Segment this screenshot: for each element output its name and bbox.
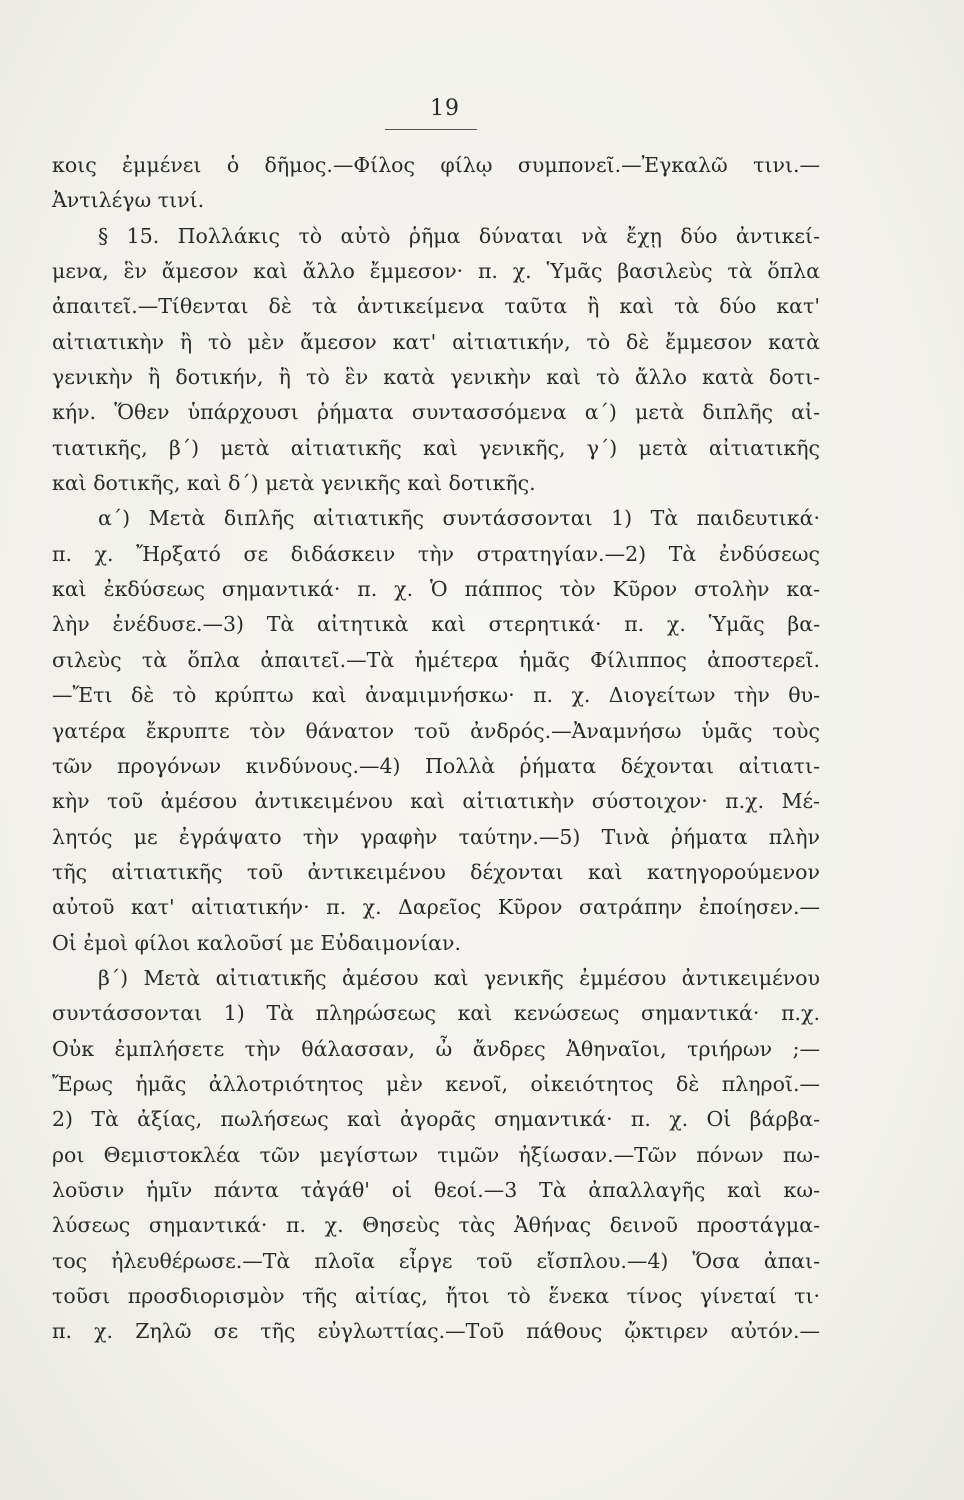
page-number: 19 (430, 96, 460, 121)
text-line: αὐτοῦ κατ' αἰτιατικήν· π. χ. Δαρεῖος Κῦρον σατράπην ἐποίησεν.— (52, 895, 820, 920)
header-rule (385, 129, 477, 130)
text-line: τῆς αἰτιατικῆς τοῦ ἀντικειμένου δέχονται καὶ κατηγορούμενον (52, 859, 820, 884)
text-line: τιατικῆς, β΄) μετὰ αἰτιατικῆς καὶ γενικῆς, γ΄) μετὰ αἰτιατικῆς (52, 435, 820, 460)
text-line: καὶ δοτικῆς, καὶ δ΄) μετὰ γενικῆς καὶ δοτικῆς. (52, 471, 536, 496)
text-line: καὶ ἐκδύσεως σημαντικά· π. χ. Ὁ πάππος τὸν Κῦρον στολὴν κα- (52, 577, 820, 602)
text-line: Ἀντιλέγω τινί. (52, 188, 205, 213)
text-line: β΄) Μετὰ αἰτιατικῆς ἀμέσου καὶ γενικῆς ἐμμέσου ἀντικειμένου (98, 965, 820, 990)
text-line: π. χ. Ἤρξατό σε διδάσκειν τὴν στρατηγίαν.—2) Τὰ ἐνδύσεως (52, 541, 820, 566)
text-line: κοις ἐμμένει ὁ δῆμος.—Φίλος φίλῳ συμπονεῖ.—Ἐγκαλῶ τινι.— (52, 153, 820, 177)
text-line: κὴν τοῦ ἀμέσου ἀντικειμένου καὶ αἰτιατικὴν σύστοιχον· π.χ. Μέ- (52, 789, 820, 814)
text-line: σιλεὺς τὰ ὅπλα ἀπαιτεῖ.—Τὰ ἡμέτερα ἡμᾶς Φίλιππος ἀποστερεῖ. (52, 647, 820, 672)
text-line: Οἱ ἐμοὶ φίλοι καλοῦσί με Εὐδαιμονίαν. (52, 930, 461, 955)
text-line: α΄) Μετὰ διπλῆς αἰτιατικῆς συντάσσονται 1) Τὰ παιδευτικά· (98, 506, 820, 531)
text-line: τοῦσι προσδιορισμὸν τῆς αἰτίας, ἤτοι τὸ ἕνεκα τίνος γίνεταί τι· (52, 1284, 820, 1308)
text-line: —Ἔτι δὲ τὸ κρύπτω καὶ ἀναμιμνήσκω· π. χ. Διογείτων τὴν θυ- (52, 683, 820, 708)
text-line: μενα, ἓν ἄμεσον καὶ ἄλλο ἔμμεσον· π. χ. Ὑμᾶς βασιλεὺς τὰ ὅπλα (52, 259, 820, 284)
text-line: λὴν ἐνέδυσε.—3) Τὰ αἰτητικὰ καὶ στερητικά· π. χ. Ὑμᾶς βα- (52, 612, 820, 637)
text-line: λύσεως σημαντικά· π. χ. Θησεὺς τὰς Ἀθήνας δεινοῦ προστάγμα- (52, 1213, 820, 1238)
text-line: λοῦσιν ἡμῖν πάντα τἀγάθ' οἱ θεοί.—3 Τὰ ἀπαλλαγῆς καὶ κω- (52, 1177, 820, 1202)
text-line: τος ἠλευθέρωσε.—Τὰ πλοῖα εἶργε τοῦ εἴσπλου.—4) Ὅσα ἀπαι- (52, 1248, 820, 1273)
text-line: π. χ. Ζηλῶ σε τῆς εὐγλωττίας.—Τοῦ πάθους ᾤκτιρεν αὐτόν.— (52, 1319, 820, 1344)
text-line: συντάσσονται 1) Τὰ πληρώσεως καὶ κενώσεως σημαντικά· π.χ. (52, 1001, 820, 1026)
text-line: ροι Θεμιστοκλέα τῶν μεγίστων τιμῶν ἠξίωσαν.—Τῶν πόνων πω- (52, 1142, 820, 1167)
text-line: 2) Τὰ ἀξίας, πωλήσεως καὶ ἀγορᾶς σημαντικά· π. χ. Οἱ βάρβα- (52, 1107, 820, 1132)
text-line: Οὐκ ἐμπλήσετε τὴν θάλασσαν, ὦ ἄνδρες Ἀθηναῖοι, τριήρων ;— (52, 1036, 820, 1061)
text-line: § 15. Πολλάκις τὸ αὐτὸ ῥῆμα δύναται νὰ ἔχῃ δύο ἀντικεί- (98, 223, 820, 248)
text-line: αἰτιατικὴν ἢ τὸ μὲν ἄμεσον κατ' αἰτιατικήν, τὸ δὲ ἔμμεσον κατὰ (52, 329, 820, 354)
text-line: τῶν προγόνων κινδύνους.—4) Πολλὰ ῥήματα δέχονται αἰτιατι- (52, 753, 820, 778)
text-line: ἀπαιτεῖ.—Τίθενται δὲ τὰ ἀντικείμενα ταῦτα ἢ καὶ τὰ δύο κατ' (52, 294, 820, 319)
text-line: λητός με ἐγράψατο τὴν γραφὴν ταύτην.—5) Τινὰ ῥήματα πλὴν (52, 824, 820, 849)
text-line: γενικὴν ἢ δοτικήν, ἢ τὸ ἓν κατὰ γενικὴν καὶ τὸ ἄλλο κατὰ δοτι- (52, 365, 820, 390)
text-line: γατέρα ἔκρυπτε τὸν θάνατον τοῦ ἀνδρός.—Ἀναμνήσω ὑμᾶς τοὺς (52, 718, 820, 743)
body-text (52, 148, 820, 1350)
text-line: κήν. Ὅθεν ὑπάρχουσι ῥήματα συντασσόμενα α΄) μετὰ διπλῆς αἰ- (52, 400, 820, 425)
text-line: Ἔρως ἡμᾶς ἀλλοτριότητος μὲν κενοῖ, οἰκειότητος δὲ πληροῖ.— (52, 1071, 820, 1096)
